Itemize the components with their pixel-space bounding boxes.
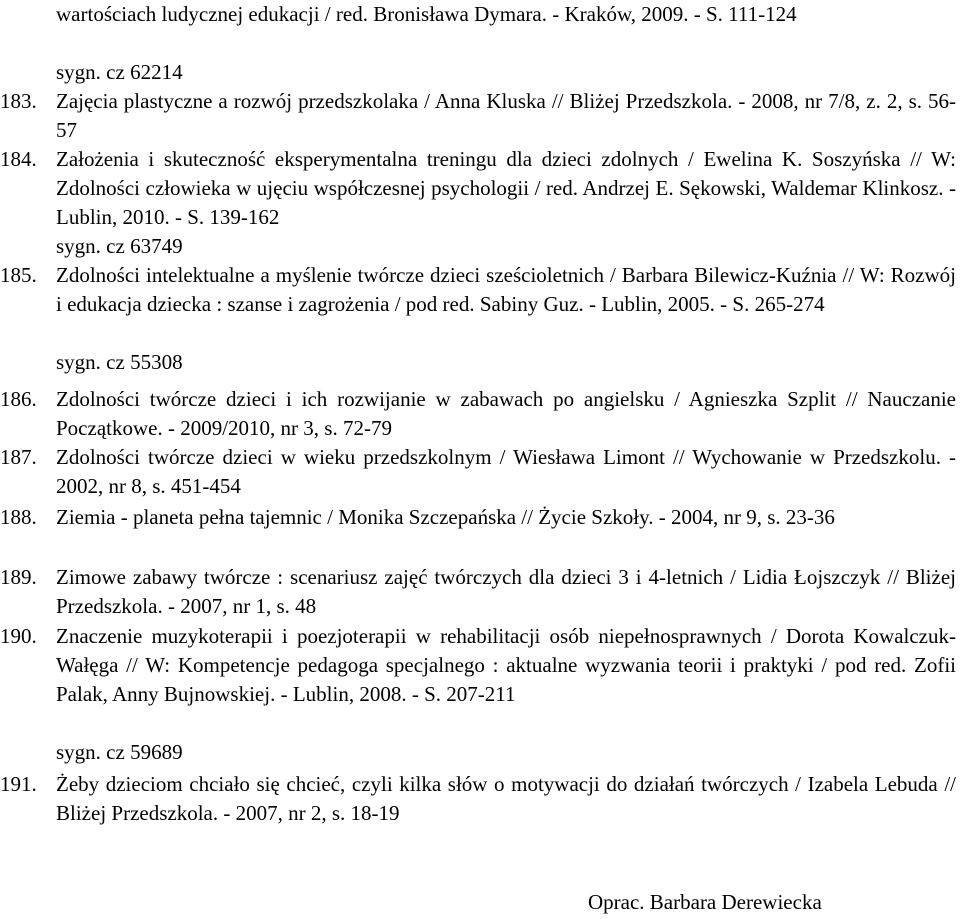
entry-number: 186. [0, 387, 37, 411]
call-number: sygn. cz 55308 [56, 350, 183, 374]
entry-186 [0, 385, 956, 443]
entry-number: 184. [0, 147, 37, 171]
entry-number: 188. [0, 505, 37, 529]
entry-number: 185. [0, 263, 37, 287]
entry-183 [0, 87, 956, 145]
call-number: sygn. cz 62214 [56, 60, 183, 84]
entry-number: 187. [0, 445, 37, 469]
call-number: sygn. cz 63749 [56, 234, 183, 258]
entry-text: Zimowe zabawy twórcze : scenariusz zajęć twórczych dla dzieci 3 i 4-letnich / Lidia Łojszczyk // Bliżej Przedszkola. - 2007, nr 1, s. 48 [56, 565, 956, 618]
entry-number: 190. [0, 624, 37, 648]
entry-number: 189. [0, 565, 37, 589]
entry-fragment [56, 0, 956, 29]
entry-text: Znaczenie muzykoterapii i poezjoterapii w rehabilitacji osób niepełnosprawnych / Dorota Kowalczuk-Wałęga // W: Kompetencje pedagoga specjalnego : aktualne wyzwania teorii i praktyki / pod red. Zofii Palak, Anny Bujnowskiej. - Lublin, 2008. - S. 207-211 [56, 624, 956, 706]
entry-189 [0, 563, 956, 621]
entry-187 [0, 443, 956, 501]
entry-text: Zdolności twórcze dzieci i ich rozwijanie w zabawach po angielsku / Agnieszka Szplit // Nauczanie Początkowe. - 2009/2010, nr 3, s. 72-79 [56, 387, 956, 440]
entry-191 [0, 770, 956, 828]
entry-text: Zdolności twórcze dzieci w wieku przedszkolnym / Wiesława Limont // Wychowanie w Przedszkolu. - 2002, nr 8, s. 451-454 [56, 445, 956, 498]
entry-text: Ziemia - planeta pełna tajemnic / Monika Szczepańska // Życie Szkoły. - 2004, nr 9, s. 23-36 [56, 505, 835, 529]
call-number: sygn. cz 59689 [56, 740, 183, 764]
entry-text: wartościach ludycznej edukacji / red. Bronisława Dymara. - Kraków, 2009. - S. 111-124 [56, 2, 797, 26]
entry-number: 183. [0, 89, 37, 113]
entry-text: Założenia i skuteczność eksperymentalna treningu dla dzieci zdolnych / Ewelina K. Soszyńska // W: Zdolności człowieka w ujęciu współczesnej psychologii / red. Andrzej E. Sękowski, Waldemar Klinkosz. - Lublin, 2010. - S. 139-162 [56, 147, 956, 229]
entry-190 [0, 622, 956, 709]
entry-text: Zajęcia plastyczne a rozwój przedszkolaka / Anna Kluska // Bliżej Przedszkola. - 2008, nr 7/8, z. 2, s. 56-57 [56, 89, 956, 142]
entry-number: 191. [0, 772, 37, 796]
entry-text: Żeby dzieciom chciało się chcieć, czyli kilka słów o motywacji do działań twórczych / Izabela Lebuda // Bliżej Przedszkola. - 2007, nr 2, s. 18-19 [56, 772, 956, 825]
entry-185 [0, 261, 956, 319]
entry-text: Zdolności intelektualne a myślenie twórcze dzieci sześcioletnich / Barbara Bilewicz-Kuźnia // W: Rozwój i edukacja dziecka : szanse i zagrożenia / pod red. Sabiny Guz. - Lublin, 2005. - S. 265-274 [56, 263, 956, 316]
entry-188 [0, 503, 956, 532]
entry-184 [0, 145, 956, 232]
compiler-credit: Oprac. Barbara Derewiecka [588, 890, 822, 914]
